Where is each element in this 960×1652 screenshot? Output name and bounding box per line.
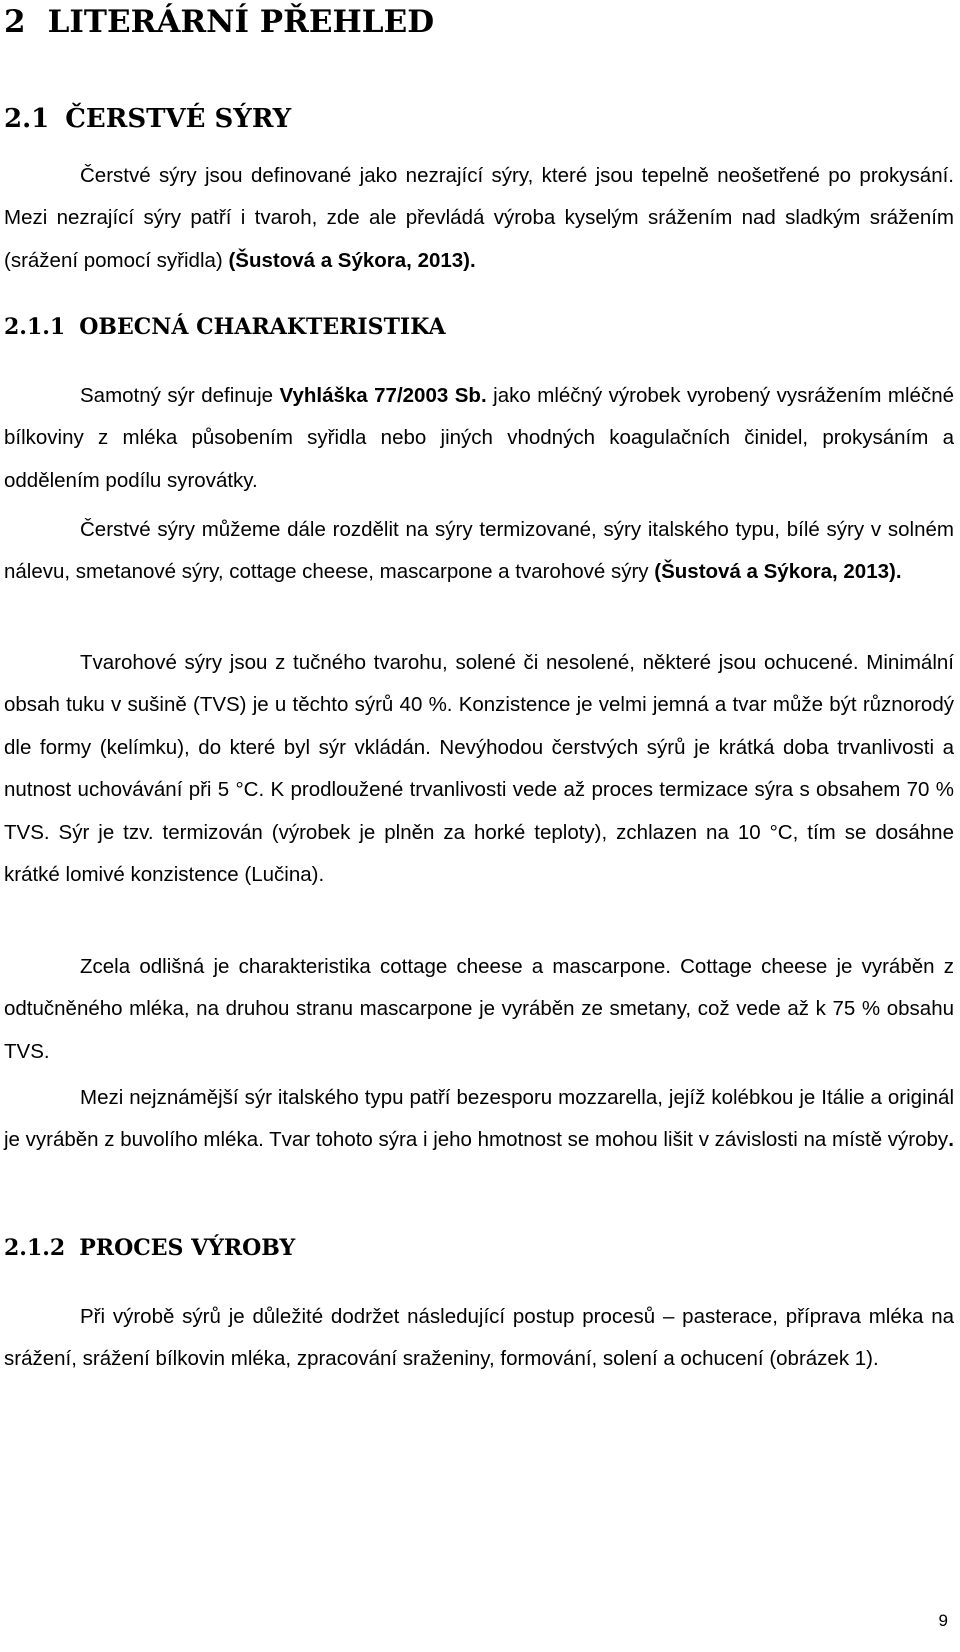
section-heading bbox=[4, 102, 291, 136]
paragraph-production-process bbox=[4, 1296, 954, 1381]
subsection-number: 2.1.2 bbox=[4, 1235, 66, 1261]
subsection-number: 2.1.1 bbox=[4, 314, 66, 340]
paragraph-text: . bbox=[470, 248, 476, 272]
citation: (Šustová a Sýkora, 2013) bbox=[654, 560, 896, 584]
paragraph-curd-cheese bbox=[4, 642, 954, 896]
subsection-heading-production bbox=[4, 1233, 295, 1263]
section-number: 2.1 bbox=[4, 104, 50, 134]
chapter-title: LITERÁRNÍ PŘEHLED bbox=[47, 4, 435, 40]
paragraph-text: Čerstvé sýry jsou definované jako nezrající sýry, které jsou tepelně neošetřené po prokysání. Mezi nezrající sýry patří i tvaroh, zde ale převládá výroba kyselým srážením nad sladkým srážením (srážení pomocí syřidla) bbox=[4, 164, 954, 272]
citation: (Šustová a Sýkora, 2013) bbox=[228, 248, 471, 272]
paragraph-mozzarella bbox=[4, 1077, 954, 1162]
chapter-heading bbox=[4, 2, 434, 42]
paragraph-text: Při výrobě sýrů je důležité dodržet následující postup procesů – pasterace, příprava mléka na srážení, srážení bílkovin mléka, zpracování sraženiny, formování, solení a ochucení (obrázek 1). bbox=[4, 1305, 954, 1371]
paragraph-text: . bbox=[948, 1128, 954, 1152]
paragraph-text: jako mléčný výrobek vyrobený vysrážením mléčné bílkoviny z mléka působením syřidla nebo jiných vhodných koagulačních činidel, prokysáním a oddělením podílu syrovátky. bbox=[4, 384, 955, 492]
paragraph-fresh-cheese-definition bbox=[4, 155, 954, 282]
law-reference: Vyhláška 77/2003 Sb. bbox=[279, 384, 487, 407]
paragraph-text: Samotný sýr definuje bbox=[80, 384, 280, 407]
chapter-number: 2 bbox=[4, 4, 26, 40]
paragraph-text: Tvarohové sýry jsou z tučného tvarohu, solené či nesolené, některé jsou ochucené. Minimální obsah tuku v sušině (TVS) je u těchto sýrů 40 %. Konzistence je velmi jemná a tvar může být různorodý dle formy (kelímku), do které byl sýr vkládán. Nevýhodou čerstvých sýrů je krátká doba trvanlivosti a nutnost uchovávání při 5 °C. K prodloužené trvanlivosti vede až proces termizace sýra s obsahem 70 % TVS. Sýr je tzv. termizován (výrobek je plněn za horké teploty), zchlazen na 10 °C, tím se dosáhne krátké lomivé konzistence (Lučina). bbox=[4, 651, 954, 887]
paragraph-cottage-mascarpone bbox=[4, 946, 954, 1073]
paragraph-text: Čerstvé sýry můžeme dále rozdělit na sýry termizované, sýry italského typu, bílé sýry v solném nálevu, smetanové sýry, cottage cheese, mascarpone a tvarohové sýry bbox=[4, 518, 954, 584]
section-title: ČERSTVÉ SÝRY bbox=[65, 104, 292, 134]
page-number: 9 bbox=[938, 1611, 948, 1630]
paragraph-fresh-cheese-types bbox=[4, 509, 954, 594]
subsection-title: OBECNÁ CHARAKTERISTIKA bbox=[79, 314, 446, 340]
subsection-heading-general bbox=[4, 312, 446, 342]
paragraph-text: Zcela odlišná je charakteristika cottage cheese a mascarpone. Cottage cheese je vyráběn z odtučněného mléka, na druhou stranu mascarpone je vyráběn ze smetany, což vede až k 75 % obsahu TVS. bbox=[4, 955, 954, 1063]
paragraph-text: Mezi nejznámější sýr italského typu patří bezesporu mozzarella, jejíž kolébkou je Itálie a originál je vyráběn z buvolího mléka. Tvar tohoto sýra i jeho hmotnost se mohou lišit v závislosti na místě výroby bbox=[4, 1086, 954, 1152]
subsection-title: PROCES VÝROBY bbox=[79, 1235, 296, 1261]
paragraph-text: . bbox=[895, 560, 902, 584]
paragraph-cheese-law-definition bbox=[4, 375, 954, 502]
